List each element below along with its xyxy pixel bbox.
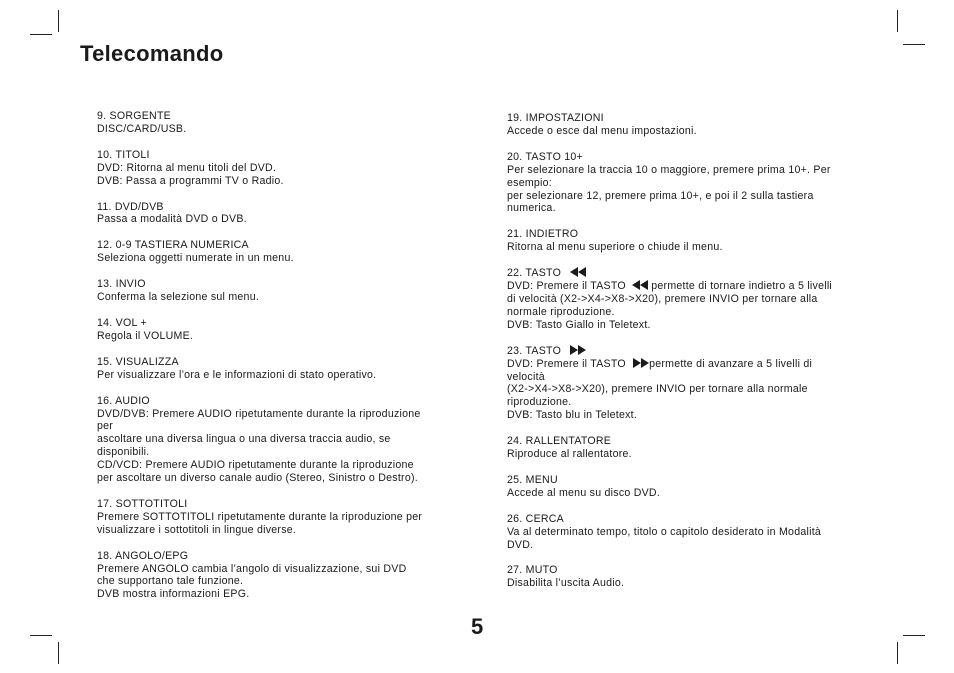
- crop-mark-bottom-right-h: [903, 635, 925, 636]
- crop-mark-bottom-left-v: [58, 642, 59, 664]
- left-column: [97, 110, 462, 614]
- entry-heading: 19. IMPOSTAZIONI: [507, 112, 604, 124]
- entry-heading-row: [507, 267, 872, 280]
- entry-heading: 23. TASTO: [507, 344, 562, 357]
- entry-line-post: permette di tornare indietro a 5 livelli: [648, 280, 833, 293]
- entry-19: [507, 112, 872, 138]
- entry-line-with-icon: [507, 280, 872, 293]
- entry-line: DVB: Passa a programmi TV o Radio.: [97, 174, 284, 187]
- page-title: Telecomando: [80, 41, 224, 66]
- entry-line: Per visualizzare l’ora e le informazioni di stato operativo.: [97, 368, 377, 381]
- rewind-icon: [632, 280, 648, 290]
- crop-mark-top-right-h: [903, 44, 925, 45]
- entry-21: [507, 228, 872, 254]
- entry-heading: 17. SOTTOTITOLI: [97, 497, 188, 510]
- fast-forward-icon: [570, 345, 586, 355]
- page-number: 5: [471, 614, 484, 639]
- entry-heading: 10. TITOLI: [97, 148, 150, 161]
- entry-line: DVD.: [507, 538, 534, 551]
- entry-line-pre: DVD: Premere il TASTO: [507, 357, 626, 370]
- entry-27: [507, 564, 872, 590]
- entry-line: Per selezionare la traccia 10 o maggiore, premere prima 10+. Per: [507, 163, 831, 176]
- entry-15: [97, 356, 462, 382]
- crop-mark-bottom-right-v: [897, 642, 898, 664]
- entry-line: ascoltare una diversa lingua o una diversa traccia audio, se: [97, 433, 391, 446]
- entry-9: [97, 110, 462, 136]
- entry-heading: 25. MENU: [507, 473, 558, 486]
- entry-line: Riproduce al rallentatore.: [507, 448, 632, 461]
- entry-line: esempio:: [507, 176, 552, 189]
- entry-line: Accede al menu su disco DVD.: [507, 486, 661, 499]
- entry-23: [507, 345, 872, 422]
- entry-line: DVB: Tasto Giallo in Teletext.: [507, 318, 651, 331]
- entry-line: DVB mostra informazioni EPG.: [97, 588, 250, 601]
- entry-12: [97, 239, 462, 265]
- entry-line: Va al determinato tempo, titolo o capitolo desiderato in Modalità: [507, 525, 822, 538]
- entry-line: di velocità (X2->X4->X8->X20), premere INVIO per tornare alla: [507, 292, 818, 305]
- rewind-icon: [570, 267, 586, 277]
- entry-line: Seleziona oggetti numerate in un menu.: [97, 252, 294, 265]
- entry-heading: 14. VOL +: [97, 316, 147, 329]
- right-column: [507, 112, 872, 603]
- entry-heading-row: [507, 345, 872, 358]
- entry-heading: 9. SORGENTE: [97, 110, 171, 122]
- entry-13: [97, 278, 462, 304]
- entry-line: Regola il VOLUME.: [97, 329, 194, 342]
- entry-heading: 21. INDIETRO: [507, 228, 579, 241]
- entry-line: Premere SOTTOTITOLI ripetutamente durante la riproduzione per: [97, 510, 423, 523]
- entry-line: Disabilita l’uscita Audio.: [507, 577, 625, 590]
- entry-line-with-icon: [507, 358, 872, 371]
- entry-heading: 13. INVIO: [97, 278, 146, 291]
- entry-heading: 11. DVD/DVB: [97, 200, 164, 213]
- entry-line: Accede o esce dal menu impostazioni.: [507, 124, 697, 137]
- entry-17: [97, 498, 462, 537]
- crop-mark-top-left-v: [58, 10, 59, 32]
- entry-heading: 16. AUDIO: [97, 394, 150, 407]
- entry-line: per: [97, 420, 114, 433]
- entry-line-post: permette di avanzare a 5 livelli di: [649, 357, 813, 370]
- entry-line: DVD/DVB: Premere AUDIO ripetutamente durante la riproduzione: [97, 407, 421, 420]
- entry-line: che supportano tale funzione.: [97, 575, 244, 588]
- crop-mark-bottom-left-h: [30, 635, 52, 636]
- entry-14: [97, 317, 462, 343]
- entry-line: velocità: [507, 370, 545, 383]
- entry-heading: 27. MUTO: [507, 564, 558, 577]
- entry-20: [507, 151, 872, 216]
- entry-heading: 18. ANGOLO/EPG: [97, 549, 189, 562]
- entry-line: Ritorna al menu superiore o chiude il menu.: [507, 241, 723, 254]
- entry-line: riproduzione.: [507, 396, 572, 409]
- entry-line: Conferma la selezione sul menu.: [97, 291, 260, 304]
- entry-line: DVB: Tasto blu in Teletext.: [507, 409, 638, 422]
- entry-16: [97, 395, 462, 485]
- fast-forward-icon: [633, 358, 649, 368]
- entry-line: CD/VCD: Premere AUDIO ripetutamente durante la riproduzione: [97, 459, 414, 472]
- crop-mark-top-right-v: [897, 10, 898, 32]
- entry-10: [97, 149, 462, 188]
- entry-line: visualizzare i sottotitoli in lingue diverse.: [97, 523, 297, 536]
- entry-heading: 15. VISUALIZZA: [97, 355, 179, 368]
- entry-heading: 26. CERCA: [507, 512, 565, 525]
- entry-line: (X2->X4->X8->X20), premere INVIO per tornare alla normale: [507, 383, 808, 396]
- crop-mark-top-left-h: [30, 34, 52, 35]
- entry-26: [507, 513, 872, 552]
- entry-line: numerica.: [507, 202, 556, 215]
- entry-18: [97, 550, 462, 602]
- entry-line: Passa a modalità DVD o DVB.: [97, 213, 247, 226]
- entry-24: [507, 435, 872, 461]
- entry-22: [507, 267, 872, 332]
- entry-11: [97, 201, 462, 227]
- entry-line-pre: DVD: Premere il TASTO: [507, 280, 626, 293]
- entry-line: per selezionare 12, premere prima 10+, e poi il 2 sulla tastiera: [507, 189, 814, 202]
- entry-heading: 20. TASTO 10+: [507, 150, 583, 163]
- entry-heading: 12. 0-9 TASTIERA NUMERICA: [97, 239, 249, 252]
- entry-line: Premere ANGOLO cambia l’angolo di visualizzazione, sui DVD: [97, 562, 407, 575]
- entry-heading: 24. RALLENTATORE: [507, 435, 612, 448]
- entry-heading: 22. TASTO: [507, 267, 562, 280]
- entry-line: DVD: Ritorna al menu titoli del DVD.: [97, 161, 277, 174]
- entry-line: DISC/CARD/USB.: [97, 122, 187, 135]
- entry-line: per ascoltare un diverso canale audio (Stereo, Sinistro o Destro).: [97, 472, 418, 485]
- entry-line: disponibili.: [97, 446, 150, 459]
- entry-line: normale riproduzione.: [507, 305, 615, 318]
- entry-25: [507, 474, 872, 500]
